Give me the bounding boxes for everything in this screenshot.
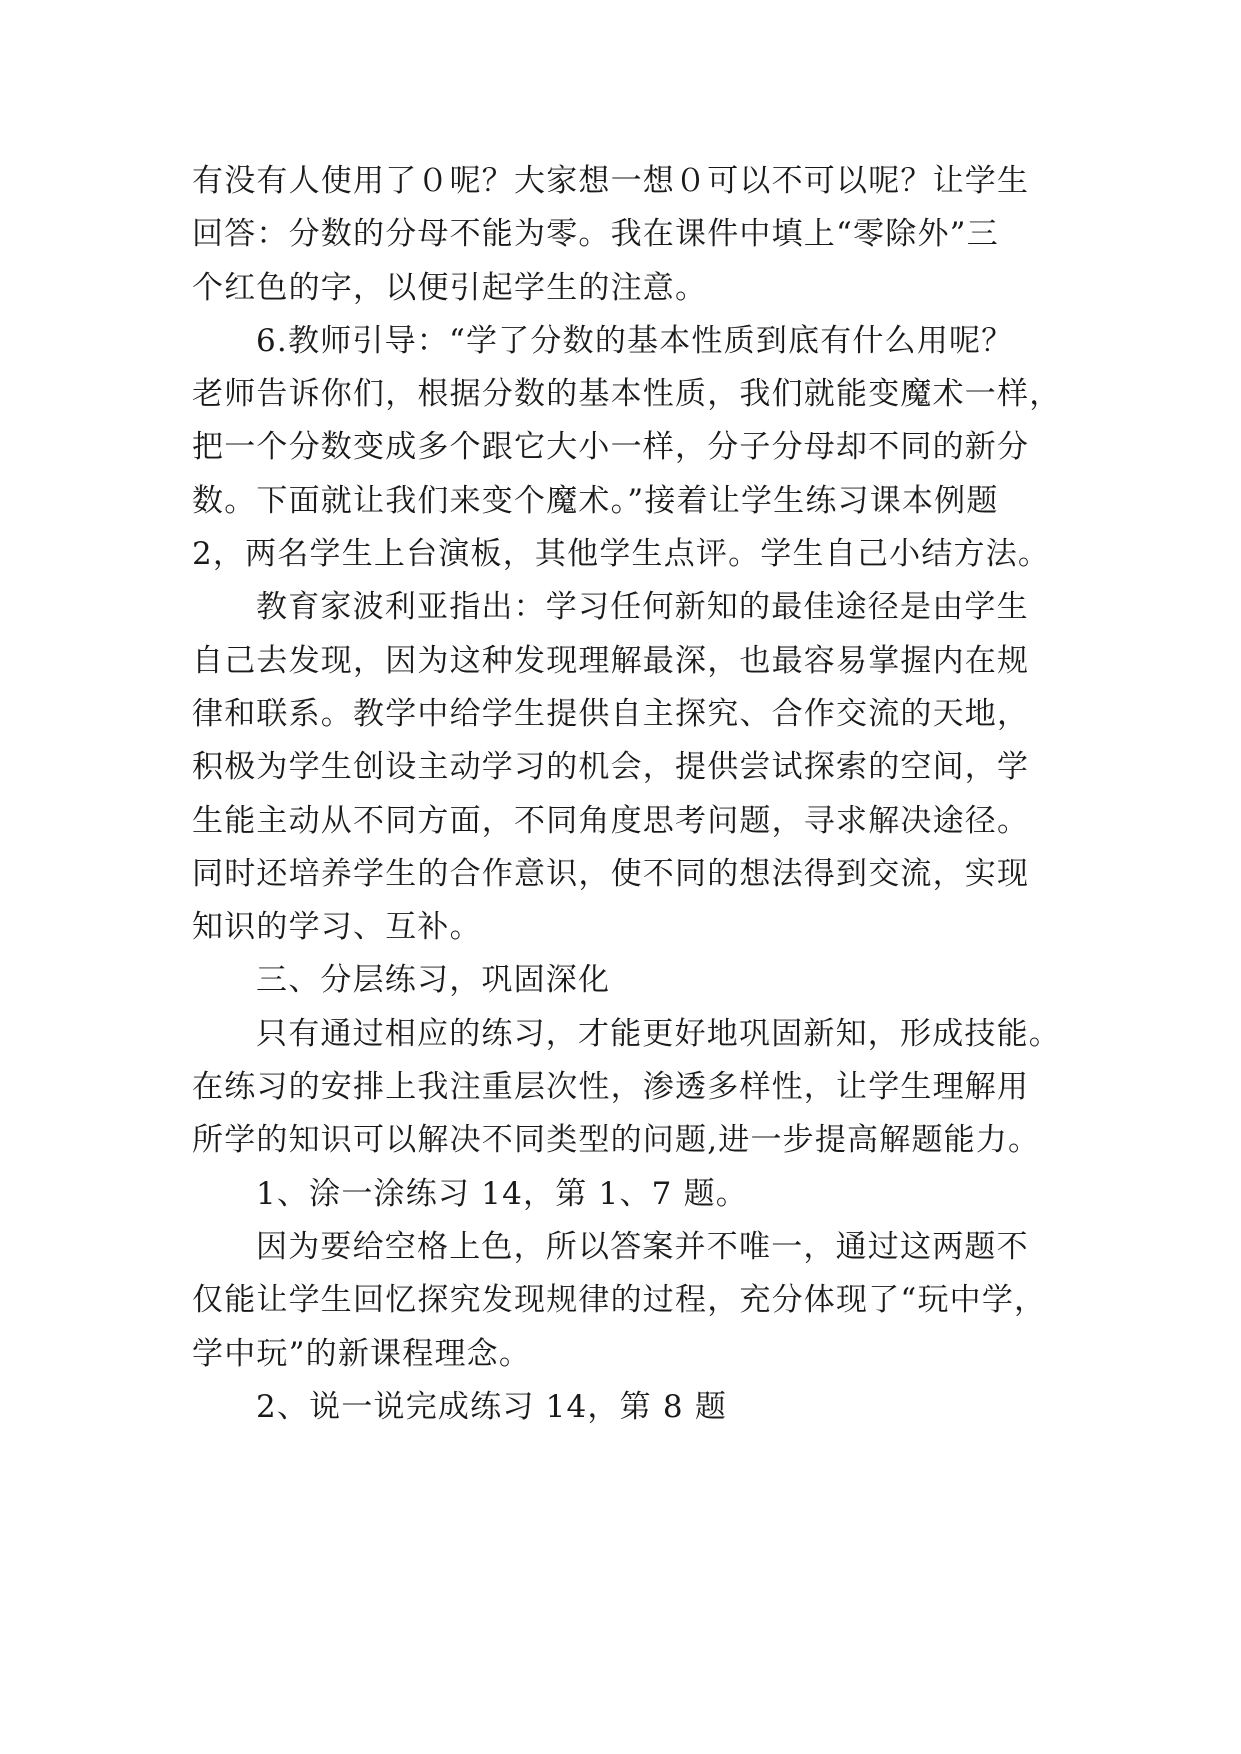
- text-line: 学中玩”的新课程理念。: [192, 1335, 532, 1372]
- text-line: 个红色的字，以便引起学生的注意。: [192, 269, 708, 306]
- text-line: 2、说一说完成练习 14，第 8 题: [256, 1388, 728, 1425]
- text-line: 律和联系。教学中给学生提供自主探究、合作交流的天地，: [192, 695, 1030, 732]
- text-line: 三、分层练习，巩固深化: [256, 962, 611, 999]
- text-line: 1、涂一涂练习 14，第 1、7 题。: [256, 1175, 748, 1212]
- text-line: 只有通过相应的练习，才能更好地巩固新知，形成技能。: [256, 1015, 1061, 1052]
- text-line: 积极为学生创设主动学习的机会，提供尝试探索的空间，学: [192, 749, 1030, 786]
- text-line: 有没有人使用了０呢？大家想一想０可以不可以呢？让学生: [192, 163, 1030, 199]
- text-line: 所学的知识可以解决不同类型的问题,进一步提高解题能力。: [192, 1122, 1041, 1159]
- text-line: 老师告诉你们，根据分数的基本性质，我们就能变魔术一样，: [192, 376, 1062, 413]
- text-line: 知识的学习、互补。: [192, 909, 482, 946]
- text-line: 在练习的安排上我注重层次性，渗透多样性，让学生理解用: [192, 1069, 1030, 1106]
- text-line: 仅能让学生回忆探究发现规律的过程，充分体现了“玩中学，: [192, 1282, 1047, 1319]
- text-line: 同时还培养学生的合作意识，使不同的想法得到交流，实现: [192, 855, 1030, 892]
- text-line: 回答：分数的分母不能为零。我在课件中填上“零除外”三: [192, 216, 999, 253]
- text-line: 生能主动从不同方面，不同角度思考问题，寻求解决途径。: [192, 802, 1030, 839]
- text-line: 因为要给空格上色，所以答案并不唯一，通过这两题不: [256, 1228, 1029, 1265]
- text-line: 6.教师引导：“学了分数的基本性质到底有什么用呢？: [256, 322, 1014, 359]
- text-line: 教育家波利亚指出：学习任何新知的最佳途径是由学生: [256, 589, 1029, 626]
- text-line: 把一个分数变成多个跟它大小一样，分子分母却不同的新分: [192, 429, 1030, 466]
- text-line: 自己去发现，因为这种发现理解最深，也最容易掌握内在规: [192, 642, 1030, 679]
- text-line: 数。下面就让我们来变个魔术。”接着让学生练习课本例题: [192, 482, 999, 519]
- text-line: 2，两名学生上台演板，其他学生点评。学生自己小结方法。: [192, 536, 1051, 573]
- document-body: [192, 155, 1062, 1434]
